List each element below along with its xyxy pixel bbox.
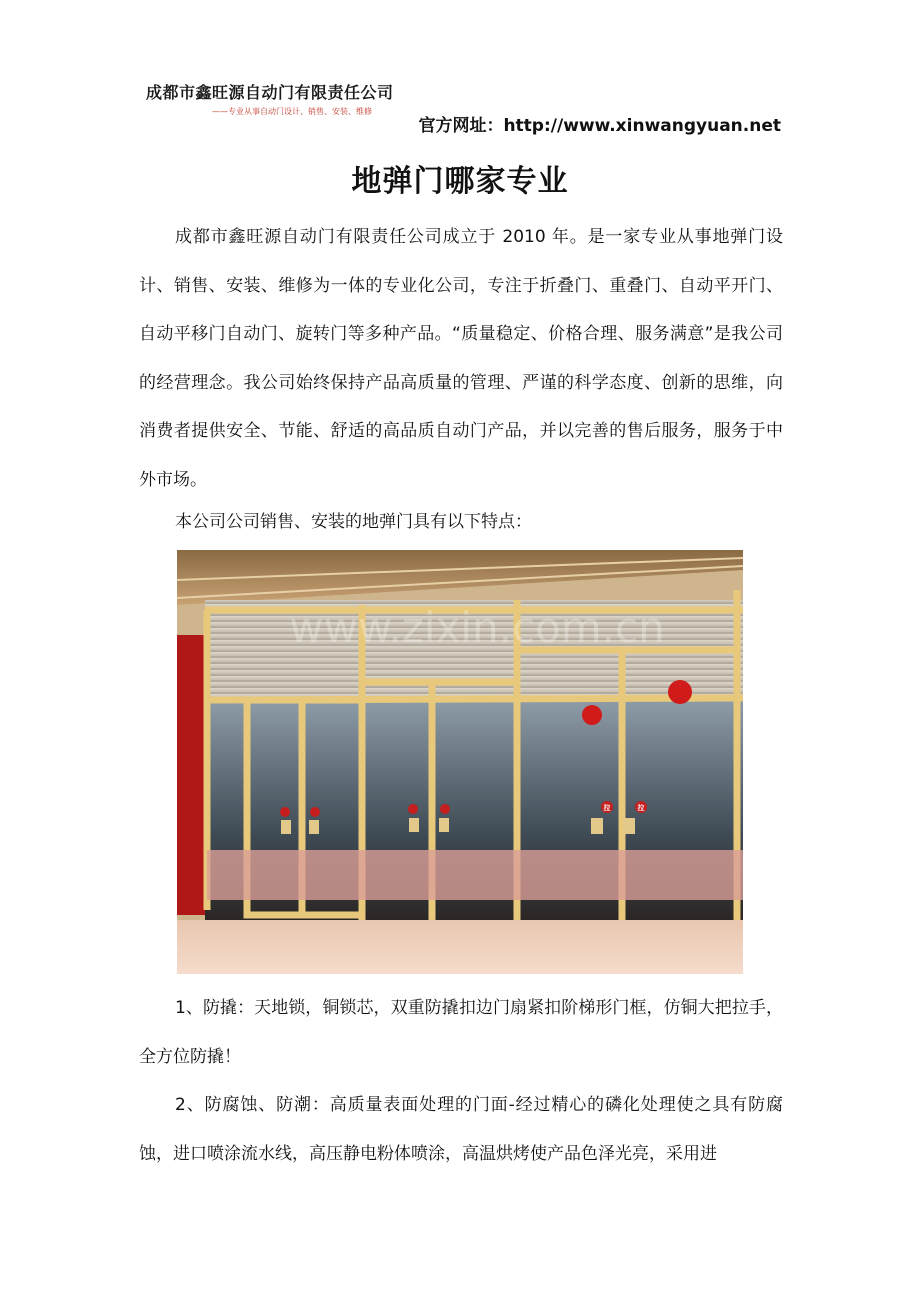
intro-paragraph: 成都市鑫旺源自动门有限责任公司成立于 2010 年。是一家专业从事地弹门设计、销售、安装、维修为一体的专业化公司，专注于折叠门、重叠门、自动平开门、自动平移门自动门、旋转门等多种产品。“质量稳定、价格合理、服务满意”是我公司的经营理念。我公司始终保持产品高质量的管理、严谨的科学态度、创新的思维，向消费者提供安全、节能、舒适的高品质自动门产品，并以完善的售后服务，服务于中外市场。 bbox=[139, 227, 783, 490]
feature-2: 2、防腐蚀、防潮：高质量表面处理的门面-经过精心的磷化处理使之具有防腐蚀，进口喷涂流水线，高压静电粉体喷涂，高温烘烤使产品色泽光亮，采用进 bbox=[139, 1095, 783, 1164]
svg-text:拉: 拉 bbox=[637, 804, 645, 812]
company-logo bbox=[146, 80, 394, 116]
glass-door-photo bbox=[177, 550, 743, 974]
official-site bbox=[418, 111, 781, 136]
svg-text:www.zixin.com.cn: www.zixin.com.cn bbox=[289, 603, 665, 652]
company-tagline: ——专业从事自动门设计、销售、安装、维修 bbox=[212, 107, 372, 116]
page-title: 地弹门哪家专业 bbox=[351, 164, 569, 199]
site-url[interactable]: http://www.xinwangyuan.net bbox=[503, 116, 781, 136]
features-lead: 本公司公司销售、安装的地弹门具有以下特点： bbox=[175, 512, 532, 532]
feature-1: 1、防撬：天地锁，铜锁芯，双重防撬扣边门扇紧扣阶梯形门框，仿铜大把拉手，全方位防撬！ bbox=[139, 998, 783, 1067]
company-name: 成都市鑫旺源自动门有限责任公司 bbox=[146, 83, 394, 102]
svg-text:拉: 拉 bbox=[603, 804, 611, 812]
site-label: 官方网址： bbox=[418, 116, 504, 136]
